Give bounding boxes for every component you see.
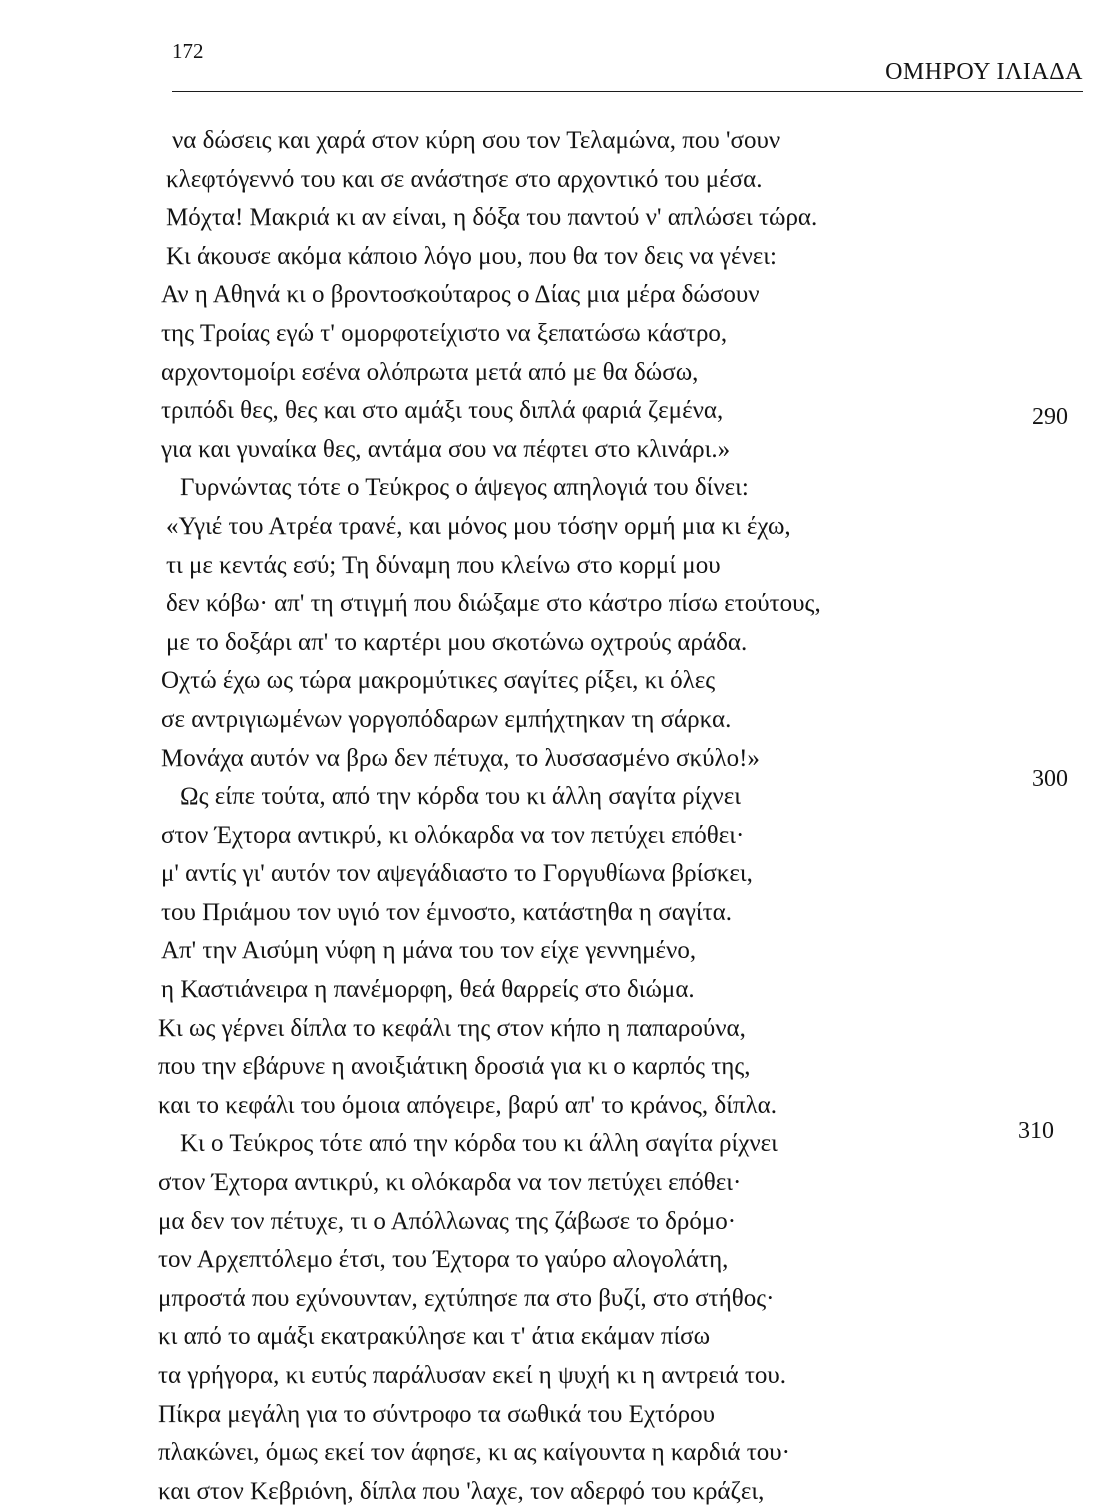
verse-line: τριπόδι θες, θες και στο αμάξι τους διπλά φαριά ζεμένα, bbox=[161, 397, 724, 425]
verse-line: Κι άκουσε ακόμα κάποιο λόγο μου, που θα τον δεις να γένει: bbox=[166, 242, 777, 270]
line-number-310: 310 bbox=[1018, 1118, 1054, 1144]
verse-line: κι από το αμάξι εκατρακύλησε και τ' άτια εκάμαν πίσω bbox=[158, 1323, 711, 1351]
verse-line: τα γρήγορα, κι ευτύς παράλυσαν εκεί η ψυχή κι η αντρειά του. bbox=[158, 1362, 787, 1389]
verse-line: και στον Κεβριόνη, δίπλα που 'λαχε, τον αδερφό του κράζει, bbox=[158, 1477, 765, 1505]
verse-line: η Καστιάνειρα η πανέμορφη, θεά θαρρείς στο διώμα. bbox=[161, 976, 695, 1004]
verse-line: μα δεν τον πέτυχε, τι ο Απόλλωνας της ζάβωσε το δρόμο· bbox=[158, 1207, 737, 1235]
verse-line: στον Έχτορα αντικρύ, κι ολόκαρδα να τον πετύχει επόθει· bbox=[158, 1169, 742, 1197]
verse-line: πλακώνει, όμως εκεί τον άφησε, κι ας καίγουντα η καρδιά του· bbox=[158, 1439, 790, 1467]
verse-body bbox=[152, 122, 952, 1511]
verse-line: αρχοντομοίρι εσένα ολόπρωτα μετά από με θα δώσω, bbox=[161, 358, 699, 386]
verse-line: του Πριάμου τον υγιό τον έμνοστο, κατάστηθα η σαγίτα. bbox=[161, 898, 732, 926]
verse-line: μπροστά που εχύνουνταν, εχτύπησε πα στο βυζί, στο στήθος· bbox=[158, 1284, 775, 1312]
verse-line: Οχτώ έχω ως τώρα μακρομύτικες σαγίτες ρίξει, κι όλες bbox=[161, 667, 716, 695]
verse-line: κλεφτόγεννό του και σε ανάστησε στο αρχοντικό του μέσα. bbox=[166, 165, 763, 193]
line-number-300: 300 bbox=[1032, 766, 1068, 792]
verse-line: στον Έχτορα αντικρύ, κι ολόκαρδα να τον πετύχει επόθει· bbox=[161, 821, 745, 849]
verse-line: τον Αρχεπτόλεμο έτσι, του Έχτορα το γαύρο αλογολάτη, bbox=[158, 1246, 729, 1274]
verse-line: Γυρνώντας τότε ο Τεύκρος ο άψεγος απηλογιά του δίνει: bbox=[180, 474, 749, 502]
verse-line: για και γυναίκα θες, αντάμα σου να πέφτει στο κλινάρι.» bbox=[161, 435, 731, 463]
page-number: 172 bbox=[172, 39, 204, 63]
verse-line: δεν κόβω· απ' τη στιγμή που διώξαμε στο κάστρο πίσω ετούτους, bbox=[166, 590, 821, 618]
verse-line: Ως είπε τούτα, από την κόρδα του κι άλλη σαγίτα ρίχνει bbox=[180, 783, 741, 811]
verse-line: που την εβάρυνε η ανοιξιάτικη δροσιά για κι ο καρπός της, bbox=[158, 1053, 751, 1081]
header-rule bbox=[172, 91, 1083, 92]
verse-line: να δώσεις και χαρά στον κύρη σου τον Τελαμώνα, που 'σουν bbox=[172, 127, 781, 154]
verse-line: «Υγιέ του Ατρέα τρανέ, και μόνος μου τόσην ορμή μια κι έχω, bbox=[166, 512, 791, 540]
verse-line: Μονάχα αυτόν να βρω δεν πέτυχα, το λυσσασμένο σκύλο!» bbox=[161, 744, 760, 772]
verse-line: τι με κεντάς εσύ; Τη δύναμη που κλείνω στο κορμί μου bbox=[166, 551, 721, 579]
verse-line: με το δοξάρι απ' το καρτέρι μου σκοτώνω οχτρούς αράδα. bbox=[166, 628, 748, 656]
verse-line: Κι ο Τεύκρος τότε από την κόρδα του κι άλλη σαγίτα ρίχνει bbox=[180, 1130, 778, 1158]
running-head: ΟΜΗΡΟΥ ΙΛΙΑΔΑ bbox=[885, 59, 1083, 85]
line-number-290: 290 bbox=[1032, 404, 1068, 430]
verse-line: Απ' την Αισύμη νύφη η μάνα του τον είχε γεννημένο, bbox=[161, 937, 697, 965]
verse-line: Πίκρα μεγάλη για το σύντροφο τα σωθικά του Εχτόρου bbox=[158, 1400, 715, 1428]
verse-line: Μόχτα! Μακριά κι αν είναι, η δόξα του παντού ν' απλώσει τώρα. bbox=[166, 204, 818, 232]
verse-line: της Τροίας εγώ τ' ομορφοτείχιστο να ξεπατώσω κάστρο, bbox=[161, 319, 728, 347]
verse-line: Αν η Αθηνά κι ο βροντοσκούταρος ο Δίας μια μέρα δώσουν bbox=[161, 281, 760, 309]
verse-line: και το κεφάλι του όμοια απόγειρε, βαρύ απ' το κράνος, δίπλα. bbox=[158, 1091, 778, 1119]
verse-line: μ' αντίς γι' αυτόν τον αψεγάδιαστο το Γοργυθίωνα βρίσκει, bbox=[161, 860, 753, 888]
verse-line: σε αντριγιωμένων γοργοπόδαρων εμπήχτηκαν τη σάρκα. bbox=[161, 705, 732, 733]
verse-line: Κι ως γέρνει δίπλα το κεφάλι της στον κήπο η παπαρούνα, bbox=[158, 1014, 746, 1042]
